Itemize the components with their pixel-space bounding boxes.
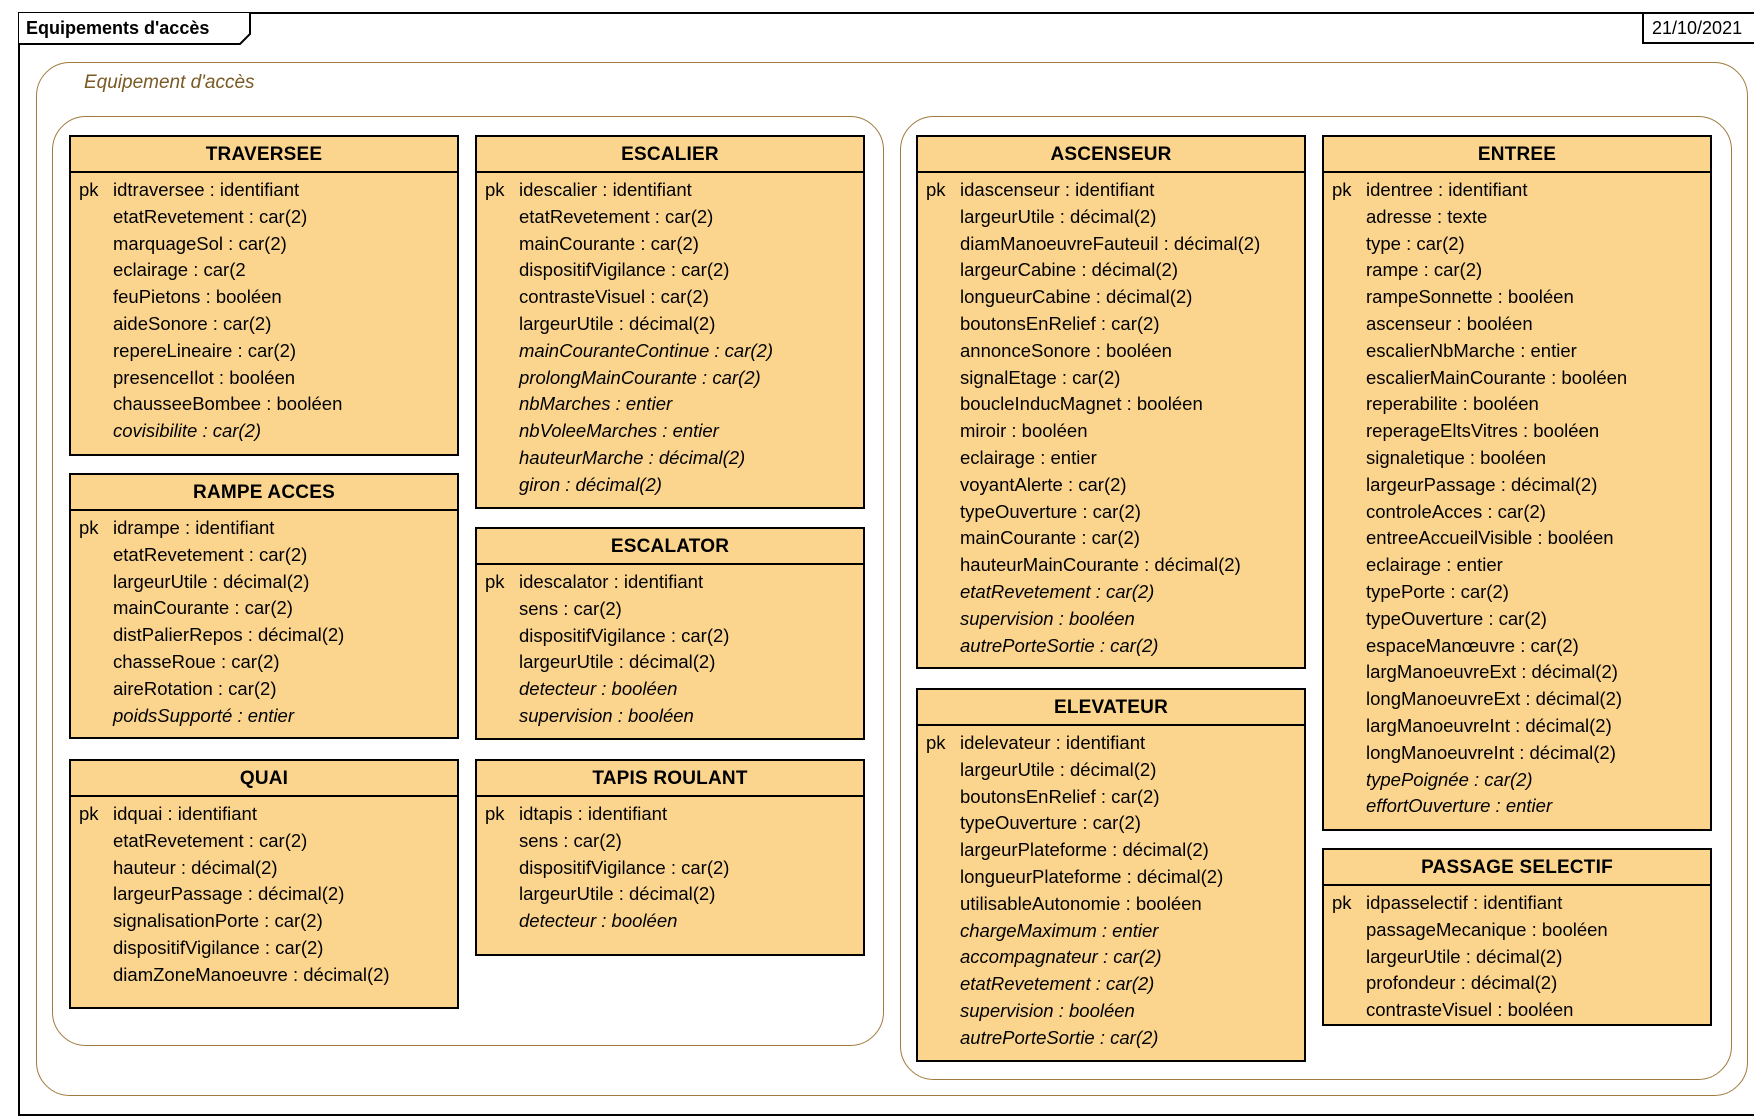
attribute-text: autrePorteSortie : car(2) [960, 634, 1159, 656]
attribute-row [477, 391, 863, 418]
primary-key-row [1324, 890, 1710, 917]
attribute-row [71, 204, 457, 231]
attribute-text: rampe : car(2) [1366, 259, 1483, 281]
attribute-row [71, 569, 457, 596]
attribute-text: largeurPlateforme : décimal(2) [960, 839, 1209, 861]
attribute-text: idascenseur : identifiant [960, 179, 1155, 200]
attribute-text: typeOuverture : car(2) [960, 500, 1141, 522]
attribute-text: escalierNbMarche : entier [1366, 339, 1577, 361]
attribute-row [918, 445, 1304, 472]
attribute-row [1324, 338, 1710, 365]
attribute-row [71, 542, 457, 569]
attribute-text: largeurCabine : décimal(2) [960, 259, 1178, 281]
attribute-text: dispositifVigilance : car(2) [519, 856, 730, 878]
attribute-row [918, 810, 1304, 837]
table-tapis-roulant[interactable] [475, 759, 865, 956]
attribute-row [71, 595, 457, 622]
attribute-row [918, 204, 1304, 231]
attribute-text: etatRevetement : car(2) [960, 973, 1155, 995]
table-traversee[interactable] [69, 135, 459, 456]
attribute-text: mainCourante : car(2) [960, 527, 1140, 549]
attribute-row [1324, 606, 1710, 633]
attribute-text: passageMecanique : booléen [1366, 918, 1608, 940]
attribute-row [477, 365, 863, 392]
attribute-row [477, 231, 863, 258]
attribute-row [477, 828, 863, 855]
attribute-text: nbVoleeMarches : entier [519, 420, 719, 442]
attribute-text: largManoeuvreExt : décimal(2) [1366, 661, 1618, 683]
attribute-row [477, 445, 863, 472]
attribute-row [918, 311, 1304, 338]
table-passage-selectif[interactable] [1322, 848, 1712, 1026]
attribute-row [477, 623, 863, 650]
attribute-row [1324, 659, 1710, 686]
attribute-text: chasseRoue : car(2) [113, 650, 280, 672]
attribute-text: profondeur : décimal(2) [1366, 972, 1558, 994]
pk-marker: pk [79, 803, 99, 824]
table-elevateur[interactable] [916, 688, 1306, 1062]
attribute-row [918, 391, 1304, 418]
attribute-text: etatRevetement : car(2) [519, 205, 714, 227]
attribute-row [918, 998, 1304, 1025]
attribute-text: ascenseur : booléen [1366, 312, 1533, 334]
table-title: ESCALATOR [477, 529, 863, 565]
attribute-row [477, 418, 863, 445]
attribute-text: dispositifVigilance : car(2) [113, 936, 324, 958]
attribute-row [918, 499, 1304, 526]
primary-key-row [71, 177, 457, 204]
attribute-row [918, 837, 1304, 864]
attribute-row [1324, 391, 1710, 418]
pk-marker: pk [79, 517, 99, 538]
attribute-text: eclairage : entier [960, 446, 1097, 468]
table-rows [477, 797, 863, 935]
attribute-row [918, 338, 1304, 365]
pk-marker: pk [79, 179, 99, 200]
table-title: ELEVATEUR [918, 690, 1304, 726]
attribute-text: contrasteVisuel : booléen [1366, 999, 1574, 1021]
attribute-text: largeurUtile : décimal(2) [519, 312, 716, 334]
attribute-row [71, 391, 457, 418]
attribute-row [1324, 499, 1710, 526]
attribute-text: accompagnateur : car(2) [960, 946, 1162, 968]
attribute-text: autrePorteSortie : car(2) [960, 1026, 1159, 1048]
attribute-text: etatRevetement : car(2) [113, 205, 308, 227]
pk-marker: pk [485, 179, 505, 200]
attribute-text: largeurPassage : décimal(2) [1366, 473, 1598, 495]
attribute-row [1324, 767, 1710, 794]
attribute-text: largeurUtile : décimal(2) [960, 205, 1157, 227]
table-entree[interactable] [1322, 135, 1712, 831]
attribute-text: diamManoeuvreFauteuil : décimal(2) [960, 232, 1261, 254]
attribute-text: giron : décimal(2) [519, 473, 662, 495]
attribute-text: idquai : identifiant [113, 803, 257, 824]
attribute-text: prolongMainCourante : car(2) [519, 366, 761, 388]
attribute-text: type : car(2) [1366, 232, 1465, 254]
attribute-text: supervision : booléen [960, 607, 1135, 629]
attribute-text: marquageSol : car(2) [113, 232, 287, 254]
table-title: ASCENSEUR [918, 137, 1304, 173]
attribute-row [1324, 944, 1710, 971]
table-escalier[interactable] [475, 135, 865, 509]
attribute-row [477, 204, 863, 231]
attribute-row [71, 676, 457, 703]
attribute-row [1324, 579, 1710, 606]
primary-key-row [918, 177, 1304, 204]
attribute-row [1324, 525, 1710, 552]
attribute-text: sens : car(2) [519, 597, 622, 619]
attribute-row [918, 784, 1304, 811]
attribute-text: rampeSonnette : booléen [1366, 286, 1574, 308]
attribute-row [71, 649, 457, 676]
attribute-row [918, 552, 1304, 579]
attribute-text: longueurCabine : décimal(2) [960, 286, 1193, 308]
attribute-text: feuPietons : booléen [113, 286, 282, 308]
attribute-row [918, 944, 1304, 971]
attribute-text: largeurUtile : décimal(2) [519, 651, 716, 673]
attribute-text: chausseeBombee : booléen [113, 393, 343, 415]
attribute-text: idescalator : identifiant [519, 571, 704, 592]
attribute-text: dispositifVigilance : car(2) [519, 259, 730, 281]
table-rows [918, 726, 1304, 1052]
attribute-text: typeOuverture : car(2) [960, 812, 1141, 834]
attribute-text: diamZoneManoeuvre : décimal(2) [113, 963, 390, 985]
table-title: RAMPE ACCES [71, 475, 457, 511]
table-title: TAPIS ROULANT [477, 761, 863, 797]
attribute-text: aideSonore : car(2) [113, 312, 272, 334]
pk-marker: pk [926, 179, 946, 200]
primary-key-row [477, 177, 863, 204]
attribute-row [918, 525, 1304, 552]
attribute-row [1324, 997, 1710, 1024]
primary-key-row [918, 730, 1304, 757]
attribute-text: largeurUtile : décimal(2) [1366, 945, 1563, 967]
attribute-row [918, 633, 1304, 660]
attribute-text: largManoeuvreInt : décimal(2) [1366, 714, 1612, 736]
attribute-row [477, 284, 863, 311]
attribute-text: detecteur : booléen [519, 910, 678, 932]
diagram-title-tab [18, 12, 209, 46]
attribute-row [1324, 257, 1710, 284]
attribute-row [71, 908, 457, 935]
primary-key-row [71, 801, 457, 828]
attribute-text: supervision : booléen [960, 999, 1135, 1021]
attribute-row [477, 676, 863, 703]
table-rows [71, 797, 457, 989]
attribute-row [918, 472, 1304, 499]
attribute-text: largeurUtile : décimal(2) [113, 570, 310, 592]
attribute-row [1324, 917, 1710, 944]
attribute-row [918, 918, 1304, 945]
attribute-text: presenceIlot : booléen [113, 366, 296, 388]
attribute-row [918, 231, 1304, 258]
table-title: ESCALIER [477, 137, 863, 173]
attribute-row [1324, 231, 1710, 258]
attribute-row [477, 649, 863, 676]
attribute-text: chargeMaximum : entier [960, 919, 1159, 941]
table-quai[interactable] [69, 759, 459, 1009]
attribute-text: miroir : booléen [960, 420, 1088, 442]
attribute-text: covisibilite : car(2) [113, 420, 262, 442]
attribute-row [71, 935, 457, 962]
attribute-text: reperabilite : booléen [1366, 393, 1539, 415]
attribute-text: longManoeuvreExt : décimal(2) [1366, 688, 1623, 710]
attribute-text: signalisationPorte : car(2) [113, 910, 323, 932]
attribute-row [477, 908, 863, 935]
attribute-row [71, 962, 457, 989]
primary-key-row [477, 801, 863, 828]
attribute-row [477, 703, 863, 730]
table-rows [477, 173, 863, 499]
pk-marker: pk [485, 571, 505, 592]
attribute-text: espaceManœuvre : car(2) [1366, 634, 1579, 656]
attribute-row [918, 418, 1304, 445]
attribute-text: voyantAlerte : car(2) [960, 473, 1127, 495]
attribute-text: idelevateur : identifiant [960, 732, 1146, 753]
attribute-text: largeurUtile : décimal(2) [519, 883, 716, 905]
attribute-row [71, 231, 457, 258]
pk-marker: pk [1332, 179, 1352, 200]
attribute-row [918, 891, 1304, 918]
table-title: PASSAGE SELECTIF [1324, 850, 1710, 886]
attribute-text: adresse : texte [1366, 205, 1488, 227]
table-ascenseur[interactable] [916, 135, 1306, 669]
attribute-row [1324, 633, 1710, 660]
attribute-text: hauteurMainCourante : décimal(2) [960, 554, 1241, 576]
attribute-row [71, 855, 457, 882]
table-title: TRAVERSEE [71, 137, 457, 173]
attribute-text: idtapis : identifiant [519, 803, 668, 824]
attribute-text: mainCouranteContinue : car(2) [519, 339, 773, 361]
attribute-text: eclairage : entier [1366, 554, 1503, 576]
table-rampe-acces[interactable] [69, 473, 459, 739]
attribute-text: signalEtage : car(2) [960, 366, 1121, 388]
attribute-text: hauteur : décimal(2) [113, 856, 278, 878]
attribute-text: contrasteVisuel : car(2) [519, 286, 709, 308]
attribute-text: identree : identifiant [1366, 179, 1528, 200]
attribute-text: distPalierRepos : décimal(2) [113, 624, 345, 646]
attribute-row [477, 311, 863, 338]
attribute-text: nbMarches : entier [519, 393, 673, 415]
attribute-row [918, 284, 1304, 311]
attribute-text: reperageEltsVitres : booléen [1366, 420, 1600, 442]
attribute-text: idpasselectif : identifiant [1366, 892, 1563, 913]
attribute-row [1324, 445, 1710, 472]
attribute-row [71, 881, 457, 908]
diagram-title: Equipements d'accès [26, 18, 210, 38]
attribute-row [1324, 311, 1710, 338]
attribute-text: etatRevetement : car(2) [960, 580, 1155, 602]
attribute-text: typeOuverture : car(2) [1366, 607, 1547, 629]
table-rows [71, 173, 457, 445]
attribute-row [477, 338, 863, 365]
pk-marker: pk [1332, 892, 1352, 913]
attribute-text: effortOuverture : entier [1366, 795, 1553, 817]
table-rows [477, 565, 863, 730]
attribute-row [71, 311, 457, 338]
attribute-text: etatRevetement : car(2) [113, 829, 308, 851]
attribute-row [477, 472, 863, 499]
pk-marker: pk [926, 732, 946, 753]
attribute-text: escalierMainCourante : booléen [1366, 366, 1628, 388]
attribute-text: utilisableAutonomie : booléen [960, 892, 1202, 914]
attribute-text: detecteur : booléen [519, 678, 678, 700]
attribute-row [1324, 418, 1710, 445]
attribute-row [1324, 970, 1710, 997]
attribute-row [918, 365, 1304, 392]
attribute-row [1324, 793, 1710, 820]
attribute-text: controleAcces : car(2) [1366, 500, 1546, 522]
table-rows [918, 173, 1304, 659]
package-label: Equipement d'accès [84, 72, 255, 93]
diagram-date: 21/10/2021 [1642, 12, 1754, 44]
attribute-text: mainCourante : car(2) [519, 232, 699, 254]
attribute-text: boucleInducMagnet : booléen [960, 393, 1203, 415]
attribute-text: typePoignée : car(2) [1366, 768, 1533, 790]
pk-marker: pk [485, 803, 505, 824]
attribute-row [918, 971, 1304, 998]
primary-key-row [1324, 177, 1710, 204]
attribute-text: eclairage : car(2 [113, 259, 246, 281]
attribute-row [71, 828, 457, 855]
attribute-row [918, 257, 1304, 284]
attribute-text: entreeAccueilVisible : booléen [1366, 527, 1614, 549]
attribute-text: sens : car(2) [519, 829, 622, 851]
attribute-row [1324, 472, 1710, 499]
attribute-text: poidsSupporté : entier [113, 704, 295, 726]
attribute-text: aireRotation : car(2) [113, 677, 277, 699]
attribute-text: mainCourante : car(2) [113, 597, 293, 619]
attribute-text: largeurPassage : décimal(2) [113, 883, 345, 905]
attribute-row [1324, 552, 1710, 579]
attribute-text: idtraversee : identifiant [113, 179, 300, 200]
attribute-text: idescalier : identifiant [519, 179, 692, 200]
table-title: QUAI [71, 761, 457, 797]
attribute-text: hauteurMarche : décimal(2) [519, 446, 746, 468]
attribute-row [477, 596, 863, 623]
attribute-text: longueurPlateforme : décimal(2) [960, 865, 1224, 887]
attribute-row [918, 606, 1304, 633]
table-rows [71, 511, 457, 729]
primary-key-row [477, 569, 863, 596]
table-rows [1324, 886, 1710, 1024]
attribute-text: typePorte : car(2) [1366, 580, 1509, 602]
attribute-row [71, 338, 457, 365]
attribute-row [918, 1025, 1304, 1052]
attribute-text: signaletique : booléen [1366, 446, 1547, 468]
attribute-row [918, 579, 1304, 606]
attribute-text: supervision : booléen [519, 704, 694, 726]
attribute-text: etatRevetement : car(2) [113, 543, 308, 565]
attribute-row [71, 284, 457, 311]
attribute-row [1324, 740, 1710, 767]
table-title: ENTREE [1324, 137, 1710, 173]
attribute-row [918, 757, 1304, 784]
attribute-row [918, 864, 1304, 891]
attribute-text: boutonsEnRelief : car(2) [960, 785, 1160, 807]
attribute-row [1324, 204, 1710, 231]
attribute-row [1324, 365, 1710, 392]
attribute-row [477, 855, 863, 882]
attribute-text: idrampe : identifiant [113, 517, 275, 538]
attribute-text: longManoeuvreInt : décimal(2) [1366, 741, 1616, 763]
table-rows [1324, 173, 1710, 820]
primary-key-row [71, 515, 457, 542]
attribute-row [477, 881, 863, 908]
attribute-row [71, 257, 457, 284]
attribute-row [71, 418, 457, 445]
attribute-text: largeurUtile : décimal(2) [960, 758, 1157, 780]
attribute-text: repereLineaire : car(2) [113, 339, 297, 361]
attribute-row [71, 622, 457, 649]
attribute-text: dispositifVigilance : car(2) [519, 624, 730, 646]
attribute-row [477, 257, 863, 284]
attribute-row [71, 365, 457, 392]
attribute-text: boutonsEnRelief : car(2) [960, 312, 1160, 334]
attribute-row [1324, 713, 1710, 740]
attribute-row [71, 703, 457, 730]
attribute-row [1324, 686, 1710, 713]
table-escalator[interactable] [475, 527, 865, 740]
attribute-text: annonceSonore : booléen [960, 339, 1172, 361]
attribute-row [1324, 284, 1710, 311]
